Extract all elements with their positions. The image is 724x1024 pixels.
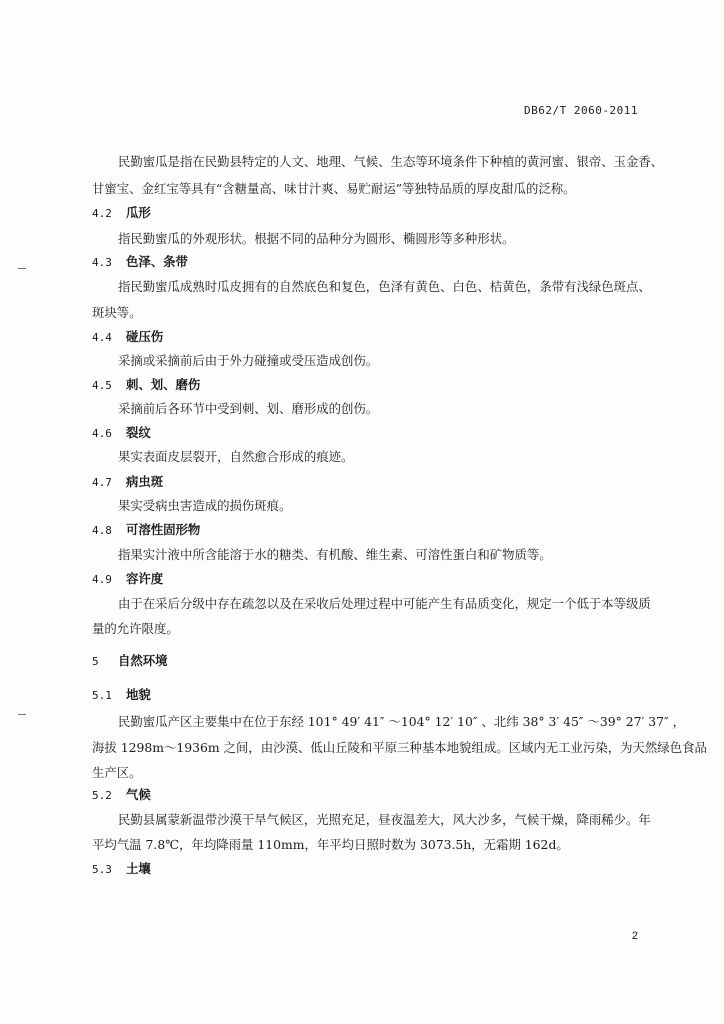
section-line: 由于在采后分级中存在疏忽以及在采收后处理过程中可能产生有品质变化，规定一个低于本等级质 [118,596,651,611]
section-line: 斑块等。 [92,305,142,320]
section-heading: 5.2 气候 [92,787,151,802]
intro-line: 民勤蜜瓜是指在民勤县特定的人文、地理、气候、生态等环境条件下种植的黄河蜜、银帝、玉金香、 [118,154,664,169]
page-number: 2 [631,930,638,942]
standard-code: DB62/T 2060-2011 [524,104,638,117]
section-line: 果实表面皮层裂开，自然愈合形成的痕迹。 [118,449,354,464]
section-line: 指民勤蜜瓜的外观形状。根据不同的品种分为圆形、椭圆形等多种形状。 [118,231,515,246]
section-heading: 4.7 病虫斑 [92,474,164,489]
section-line: 生产区。 [92,765,142,780]
section-line: 量的允许限度。 [92,621,179,636]
section-heading: 4.8 可溶性固形物 [92,522,201,537]
section-line: 指民勤蜜瓜成熟时瓜皮拥有的自然底色和复色，色泽有黄色、白色、桔黄色，条带有浅绿色斑点、 [118,279,651,294]
section-line: 海拔 1298m～1936m 之间，由沙漠、低山丘陵和平原三种基本地貌组成。区域内无工业污染，为天然绿色食品 [92,740,707,755]
scan-mark [18,714,26,715]
section-heading: 4.9 容许度 [92,571,164,586]
section-heading: 5.1 地貌 [92,687,151,702]
section-heading: 5.3 土壤 [92,861,151,876]
section-heading: 4.6 裂纹 [92,425,151,440]
chapter-heading: 5 自然环境 [92,653,168,668]
scan-mark [18,268,26,269]
section-heading: 4.4 碰压伤 [92,329,164,344]
section-heading: 4.5 刺、划、磨伤 [92,377,201,392]
section-heading: 4.3 色泽、条带 [92,254,188,269]
section-line: 采摘前后各环节中受到刺、划、磨形成的创伤。 [118,401,379,416]
section-heading: 4.2 瓜形 [92,205,151,220]
intro-line: 甘蜜宝、金红宝等具有“含糖量高、味甘汁爽、易贮耐运”等独特品质的厚皮甜瓜的泛称。 [92,181,576,196]
section-line: 采摘或采摘前后由于外力碰撞或受压造成创伤。 [118,353,379,368]
section-line: 平均气温 7.8℃，年均降雨量 110mm，年平均日照时数为 3073.5h，无霜期 162d。 [92,837,569,852]
section-line: 民勤蜜瓜产区主要集中在位于东经 101° 49′ 41″ ～104° 12′ 10″ 、北纬 38° 3′ 45″ ～39° 27′ 37″ ， [118,714,685,729]
section-line: 民勤县属蒙新温带沙漠干旱气候区，光照充足，昼夜温差大，风大沙多，气候干燥，降雨稀少。年 [118,812,651,827]
section-line: 指果实汁液中所含能溶于水的糖类、有机酸、维生素、可溶性蛋白和矿物质等。 [118,547,552,562]
section-line: 果实受病虫害造成的损伤斑痕。 [118,498,292,513]
